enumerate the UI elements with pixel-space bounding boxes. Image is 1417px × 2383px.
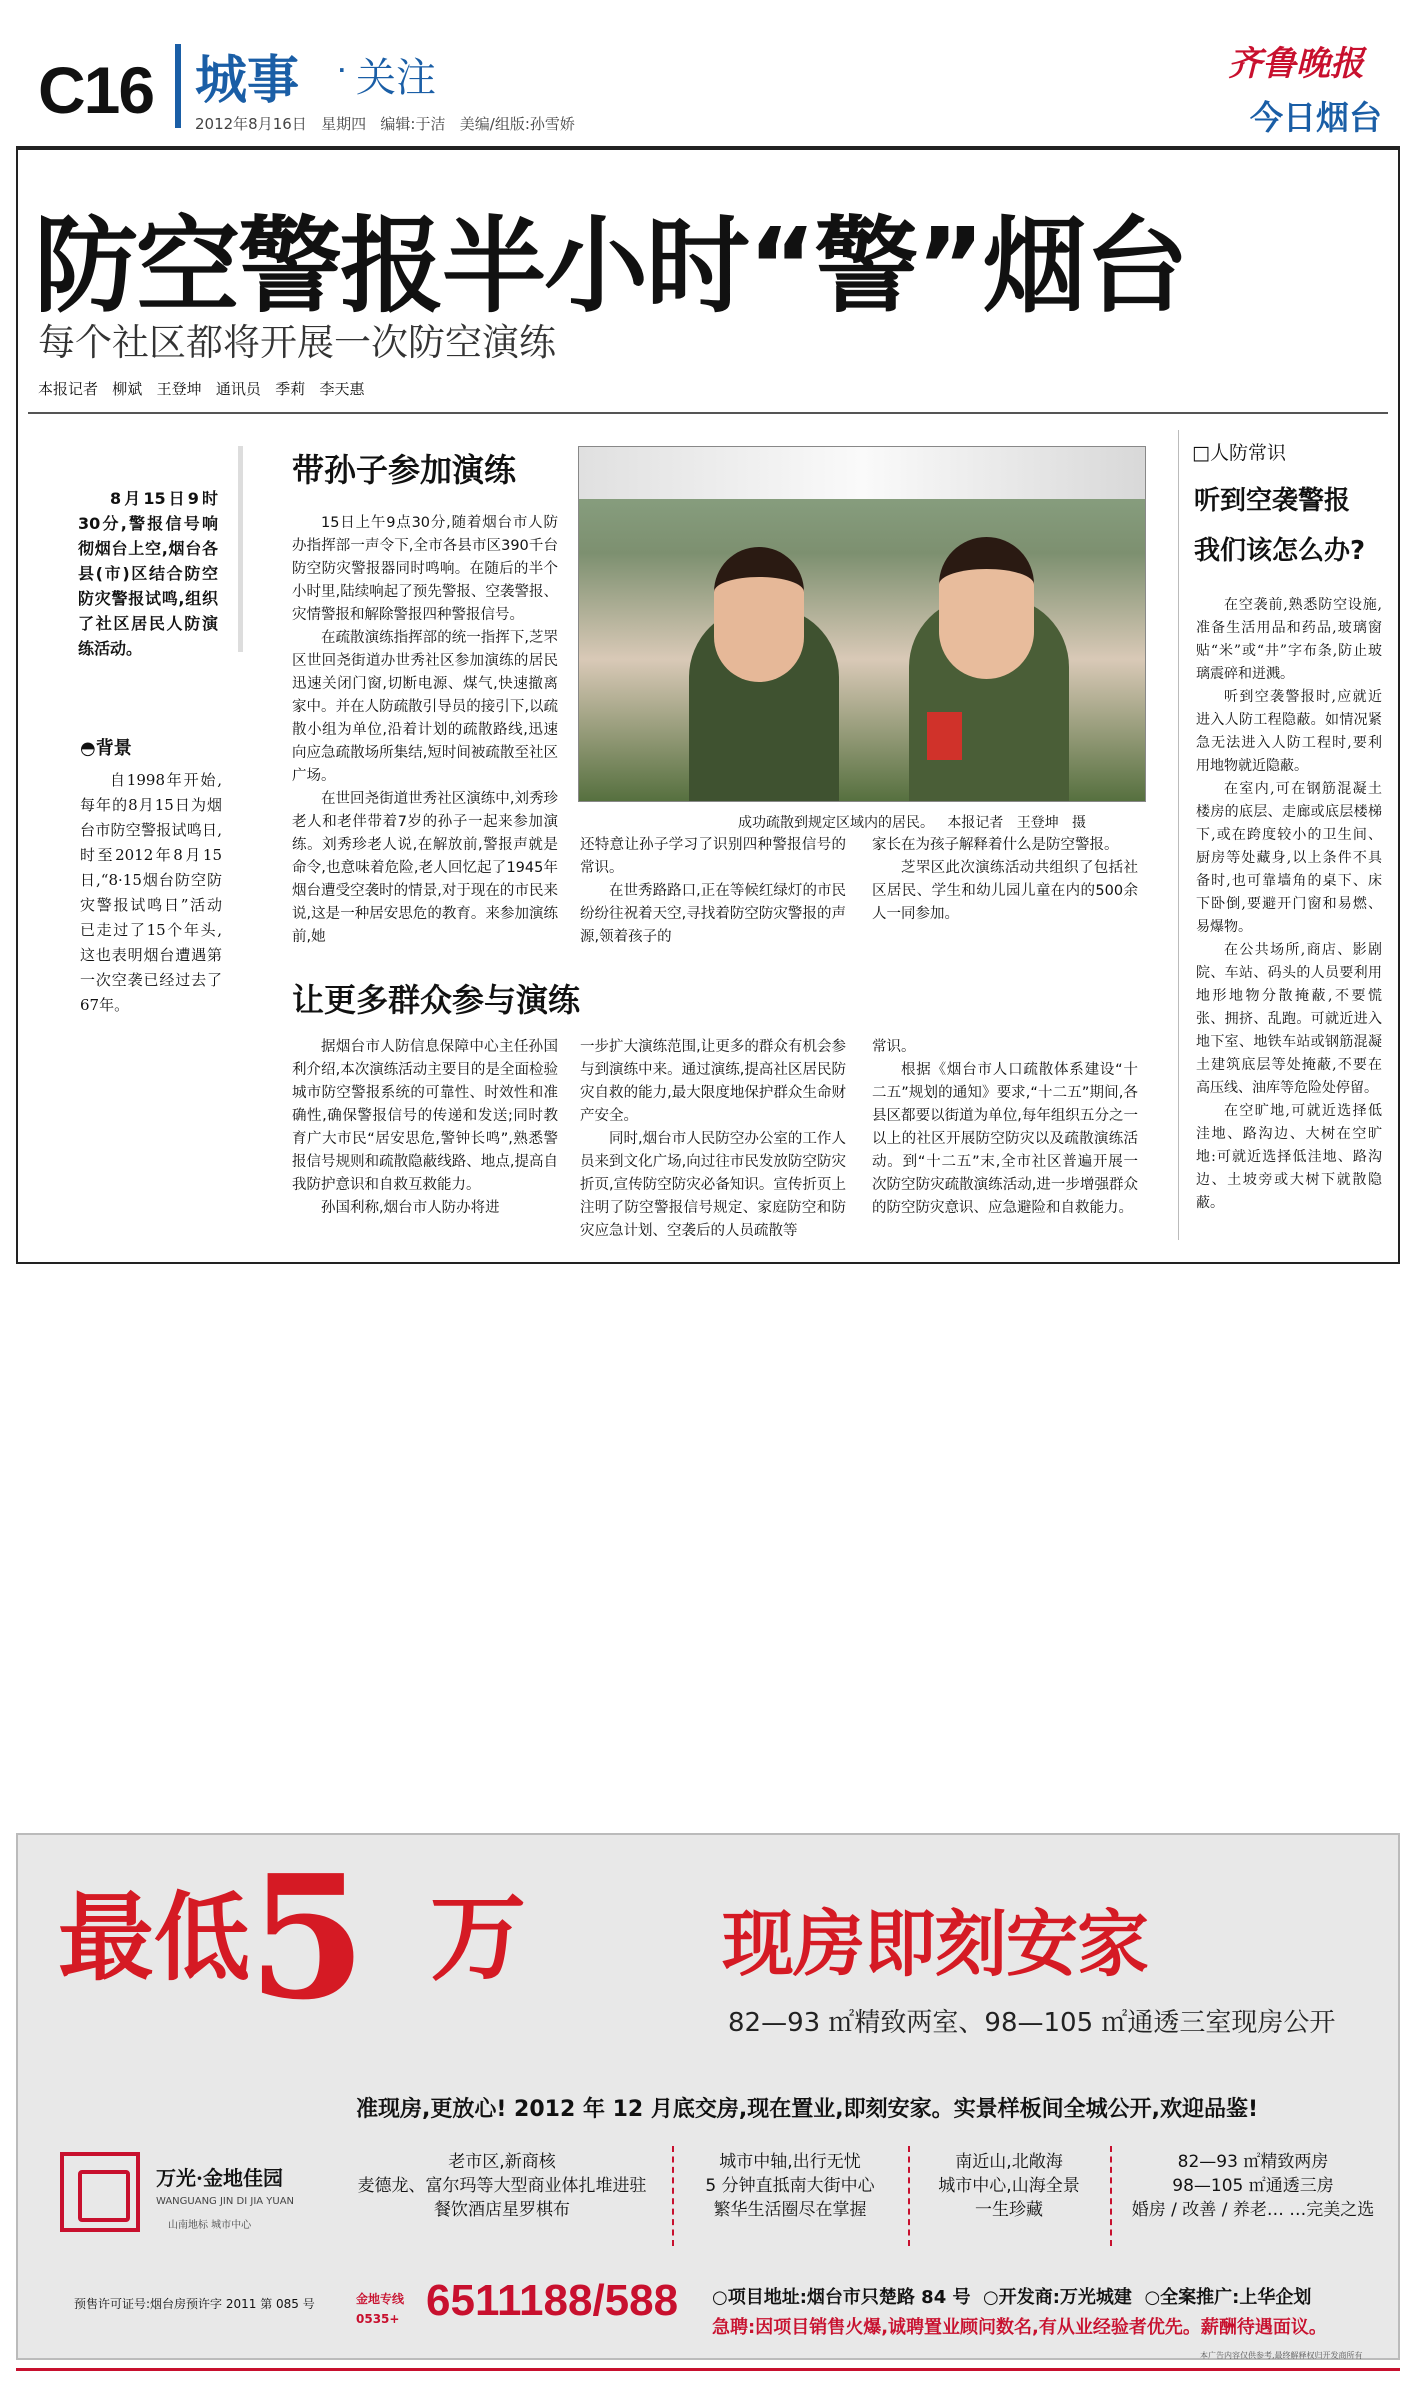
ad-divider — [1110, 2146, 1112, 2246]
sidebar-rule — [1178, 430, 1179, 1240]
paragraph: 15日上午9点30分,随着烟台市人防办指挥部一声令下,全市各县市区390千台防空防灾警报器同时鸣响。在随后的半个小时里,陆续响起了预先警报、空袭警报、灾情警报和解除警报四种警报信号。 — [292, 515, 558, 623]
sidebar-title-2: 我们该怎么办? — [1194, 536, 1366, 566]
background-heading — [80, 734, 132, 760]
sidebar-label — [1192, 438, 1286, 465]
ad-detail: 82—93 ㎡精致两室、98—105 ㎡通透三室现房公开 — [728, 2008, 1336, 2038]
ad-slogan: 现房即刻安家 — [722, 1902, 1149, 1986]
edition-name: 今日烟台 — [1250, 98, 1382, 137]
section-subtitle: 关注 — [356, 55, 436, 101]
header-divider — [175, 44, 181, 128]
info-line: 城市中心,山海全景 — [938, 2176, 1080, 2196]
ad-headline-b: 万 — [430, 1882, 526, 1994]
ad-info-block — [1118, 2150, 1388, 2222]
paragraph: 常识。 — [872, 1039, 916, 1055]
paragraph: 同时,烟台市人民防空办公室的工作人员来到文化广场,向过往市民发放防空防灾折页,宣传防空防灾必备知识。宣传折页上注明了防空警报信号规定、家庭防空和防灾应急计划、空袭后的人员疏散等 — [580, 1131, 846, 1239]
ad-brand-pinyin: WANGUANG JIN DI JIA YUAN — [156, 2196, 295, 2207]
paragraph: 在公共场所,商店、影剧院、车站、码头的人员要利用地形地物分散掩蔽,不要慌张、拥挤、乱跑。可就近进入地下室、地铁车站或钢筋混凝土建筑底层等处掩蔽,不要在高压线、油库等危险处停留。 — [1196, 942, 1382, 1096]
paragraph: 听到空袭警报时,应就近进入人防工程隐蔽。如情况紧急无法进入人防工程时,要利用地物就近隐蔽。 — [1196, 689, 1382, 774]
subheading-1: 带孙子参加演练 — [292, 451, 517, 489]
subheading-2: 让更多群众参与演练 — [292, 981, 581, 1019]
hotline-number: 6511188/588 — [426, 2276, 679, 2325]
info-line: 5 分钟直抵南大街中心 — [705, 2176, 875, 2196]
info-line: 老市区,新商核 — [448, 2152, 556, 2172]
info-line: 婚房 / 改善 / 养老… …完美之选 — [1131, 2200, 1375, 2220]
paragraph: 在室内,可在钢筋混凝土楼房的底层、走廊或底层楼梯下,或在跨度较小的卫生间、厨房等处藏身,以上条件不具备时,也可靠墙角的桌下、床下卧倒,要避开门窗和易燃、易爆物。 — [1196, 781, 1382, 935]
hotline-area-code: 0535+ — [356, 2312, 400, 2326]
hiring-notice: 急聘:因项目销售火爆,诚聘置业顾问数名,有从业经验者优先。薪酬待遇面议。 — [712, 2317, 1327, 2338]
photo-figure-head — [939, 537, 1034, 679]
paragraph: 根据《烟台市人口疏散体系建设“十二五”规划的通知》要求,“十二五”期间,各县区都要以街道为单位,每年组织五分之一以上的社区开展防空防灾以及疏散演练活动。到“十二五”末,全市社区普遍开展一次防空防灾疏散演练活动,进一步增强群众的防空防灾意识、应急避险和自救能力。 — [872, 1062, 1138, 1216]
ad-divider — [908, 2146, 910, 2246]
ad-brand-tag: 山南地标 城市中心 — [168, 2220, 252, 2231]
paragraph: 家长在为孩子解释着什么是防空警报。 — [872, 837, 1119, 853]
section-title: 城事 — [195, 51, 300, 111]
paragraph: 孙国利称,烟台市人防办将进 — [321, 1200, 500, 1216]
ad-info-block — [914, 2150, 1104, 2222]
square-icon: □ — [1192, 442, 1210, 464]
hotline-label: 金地专线 — [356, 2292, 405, 2306]
paragraph: 在空袭前,熟悉防空设施,准备生活用品和药品,玻璃窗贴“米”或“井”字布条,防止玻璃震碎和迸溅。 — [1196, 597, 1382, 682]
presale-permit: 预售许可证号:烟台房预许字 2011 第 085 号 — [74, 2297, 315, 2311]
lead-rule — [238, 446, 243, 652]
info-line: 餐饮酒店星罗棋布 — [434, 2200, 570, 2220]
half-circle-icon: ◓ — [80, 738, 96, 759]
dateline: 2012年8月16日 星期四 编辑:于洁 美编/组版:孙雪娇 — [195, 115, 575, 133]
paragraph: 还特意让孙子学习了识别四种警报信号的常识。 — [580, 837, 846, 876]
news-photo — [578, 446, 1146, 802]
project-address: ○项目地址:烟台市只楚路 84 号 ○开发商:万光城建 ○全案推广:上华企划 — [712, 2287, 1312, 2308]
photo-armband — [927, 712, 962, 760]
photo-caption: 成功疏散到规定区域内的居民。 本报记者 王登坤 摄 — [738, 815, 1087, 831]
ad-headline-a: 最低 — [58, 1882, 250, 1994]
article-column-5 — [580, 1036, 846, 1243]
article-column-4 — [292, 1036, 558, 1220]
newspaper-logo: 齐鲁晚报 — [1228, 44, 1364, 84]
article-column-3 — [872, 834, 1138, 926]
info-line: 城市中轴,出行无忧 — [719, 2152, 861, 2172]
sidebar-label-text: 人防常识 — [1209, 442, 1286, 464]
ad-disclaimer: 本广告内容仅供参考,最终解释权归开发商所有 — [1200, 2351, 1363, 2360]
section-dot: · — [338, 58, 346, 82]
ad-info-block — [680, 2150, 900, 2222]
ad-divider — [672, 2146, 674, 2246]
info-line: 82—93 ㎡精致两房 — [1177, 2152, 1329, 2172]
sidebar-title-1: 听到空袭警报 — [1194, 486, 1351, 516]
byline: 本报记者 柳斌 王登坤 通讯员 季莉 李天惠 — [38, 380, 365, 398]
info-line: 麦德龙、富尔玛等大型商业体扎堆进驻 — [357, 2176, 647, 2196]
article-column-1 — [292, 512, 558, 949]
info-line: 南近山,北敞海 — [955, 2152, 1063, 2172]
photo-figure-head — [714, 547, 804, 682]
paragraph: 在世回尧街道世秀社区演练中,刘秀珍老人和老伴带着7岁的孙子一起来参加演练。刘秀珍老人说,在解放前,警报声就是命令,也意味着危险,老人回忆起了1945年烟台遭受空袭时的情景,对于现在的市民来说,这是一种居安思危的教育。来参加演练前,她 — [292, 791, 558, 945]
headline-rule — [28, 412, 1388, 414]
info-line: 一生珍藏 — [975, 2200, 1043, 2220]
ad-info-block — [352, 2150, 652, 2222]
paragraph: 在疏散演练指挥部的统一指挥下,芝罘区世回尧街道办世秀社区参加演练的居民迅速关闭门窗,切断电源、煤气,快速撤离家中。并在人防疏散引导员的接引下,以疏散小组为单位,沿着计划的疏散路线,迅速向应急疏散场所集结,短时间被疏散至社区广场。 — [292, 630, 558, 784]
page-number: C16 — [38, 53, 154, 127]
ad-brand: 万光·金地佳园 — [156, 2166, 283, 2190]
background-text: 自1998年开始,每年的8月15日为烟台市防空警报试鸣日,时至2012年8月15日,“8·15烟台防空防灾警报试鸣日”活动已走过了15个年头,这也表明烟台遭遇第一次空袭已经过去了67年。 — [80, 771, 222, 1014]
article-column-6 — [872, 1036, 1138, 1220]
ad-headline-number: 5 — [248, 1838, 367, 2038]
paragraph: 一步扩大演练范围,让更多的群众有机会参与到演练中来。通过演练,提高社区居民防灾自救的能力,最大限度地保护群众生命财产安全。 — [580, 1039, 846, 1124]
ad-tagline: 准现房,更放心! 2012 年 12 月底交房,现在置业,即刻安家。实景样板间全城公开,欢迎品鉴! — [356, 2097, 1258, 2122]
article-column-2 — [580, 834, 846, 949]
lead-paragraph: 8月15日9时30分,警报信号响彻烟台上空,烟台各县(市)区结合防空防灾警报试鸣,组织了社区居民人防演练活动。 — [78, 489, 218, 658]
headline: 防空警报半小时“警”烟台 — [34, 205, 1187, 327]
paragraph: 在空旷地,可就近选择低洼地、路沟边、大树在空旷地:可就近选择低洼地、路沟边、土坡旁或大树下就散隐蔽。 — [1196, 1103, 1382, 1211]
info-line: 98—105 ㎡通透三房 — [1172, 2176, 1334, 2196]
paragraph: 在世秀路路口,正在等候红绿灯的市民纷纷往祝着天空,寻找着防空防灾警报的声源,领着孩子的 — [580, 883, 846, 945]
paragraph: 据烟台市人防信息保障中心主任孙国利介绍,本次演练活动主要目的是全面检验城市防空警报系统的可靠性、时效性和准确性,确保警报信号的传递和发送;同时教育广大市民“居安思危,警钟长鸣”,熟悉警报信号规则和疏散隐蔽线路、地点,提高自我防护意识和自救互救能力。 — [292, 1039, 558, 1193]
photo-banner — [579, 447, 1145, 499]
background-heading-text: 背景 — [95, 738, 132, 759]
footer-rule — [16, 2368, 1400, 2371]
info-line: 繁华生活圈尽在掌握 — [713, 2200, 867, 2220]
developer-logo-inner — [78, 2170, 130, 2222]
sidebar-text — [1196, 594, 1382, 1215]
paragraph: 芝罘区此次演练活动共组织了包括社区居民、学生和幼儿园儿童在内的500余人一同参加。 — [872, 860, 1138, 922]
subheadline: 每个社区都将开展一次防空演练 — [38, 321, 556, 364]
